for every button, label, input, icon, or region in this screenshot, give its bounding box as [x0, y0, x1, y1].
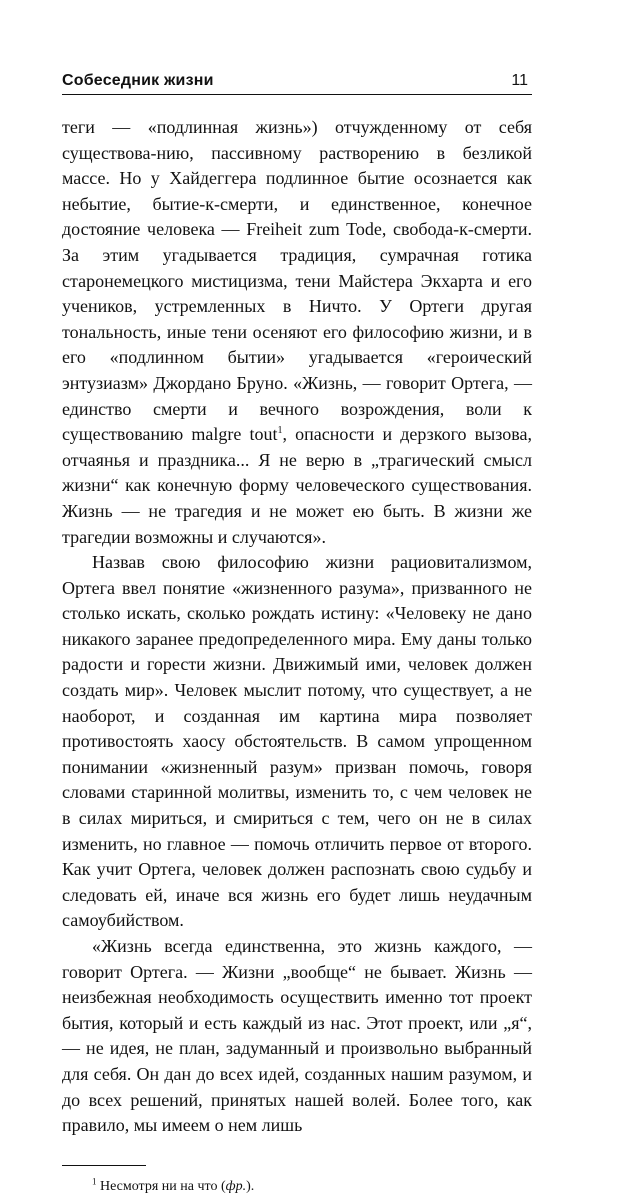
footnote-number: 1: [92, 1176, 97, 1187]
paragraph-1-part-a: теги — «подлинная жизнь») отчужденному от себя существова-нию, пассивному растворению в безликой массе. Но у Хайдеггера подлинное бытие осознается как небытие, бытие-к-смерти, и единственное, конечное достояние человека — Freiheit zum Tode, свобода-к-смерти. За этим угадывается традиция, сумрачная готика старонемецкого мистицизма, тени Майстера Экхарта и его учеников, устремленных в Ничто. У Ортеги другая тональность, иные тени осеняют его философию жизни, и в его «подлинном бытии» угадывается «героический энтузиазм» Джордано Бруно. «Жизнь, — говорит Ортега, — единство смерти и вечного возрождения, воли к существованию malgre tout: [62, 117, 532, 445]
header-rule: [62, 94, 532, 95]
body-text: [62, 115, 532, 1139]
paragraph-1-part-b: , опасности и дерзкого вызова, отчаянья и праздника... Я не верю в „трагический смысл жизни“ как конечную форму человеческого существования. Жизнь — не трагедия и не может ею быть. В жизни же трагедии возможны и случаются».: [62, 424, 532, 547]
page-number: 11: [511, 72, 528, 89]
footnote-text-a: Несмотря ни на что (: [100, 1178, 226, 1194]
paragraph-3: «Жизнь всегда единственна, это жизнь каждого, — говорит Ортега. — Жизни „вообще“ не бывает. Жизнь — неизбежная необходимость осуществить именно тот проект бытия, который и есть каждый из нас. Этот проект, или „я“, — не идея, не план, задуманный и произвольно выбранный для себя. Он дан до всех идей, созданных нашим разумом, и до всех решений, принятых нашей волей. Более того, как правило, мы имеем о нем лишь: [62, 936, 532, 1136]
footnote-text-b: ).: [246, 1178, 255, 1194]
paragraph-1: [62, 115, 532, 550]
footnote: [62, 1178, 532, 1196]
footnote-lang: фр.: [225, 1178, 247, 1194]
paragraph-2: Назвав свою философию жизни рациовитализмом, Ортега ввел понятие «жизненного разума», призванного не столько искать, сколько рождать истину: «Человеку не дано никакого заранее предопределенного мира. Ему даны только радости и горести жизни. Движимый ими, человек должен создать мир». Человек мыслит потому, что существует, а не наоборот, и созданная им картина мира позволяет противостоять хаосу обстоятельств. В самом упрощенном понимании «жизненный разум» призван помочь, говоря словами старинной молитвы, изменить то, с чем человек не в силах мириться, и смириться с тем, чего он не в силах изменить, но главное — помочь отличить первое от второго. Как учит Ортега, человек должен распознать свою судьбу и следовать ей, иначе вся жизнь его будет лишь неудачным самоубийством.: [62, 552, 532, 931]
running-header: [62, 62, 532, 90]
footnote-mark: 1: [277, 425, 283, 437]
footnote-rule: [62, 1165, 146, 1166]
running-title: Собеседник жизни: [62, 72, 214, 89]
book-page: [62, 62, 532, 1196]
